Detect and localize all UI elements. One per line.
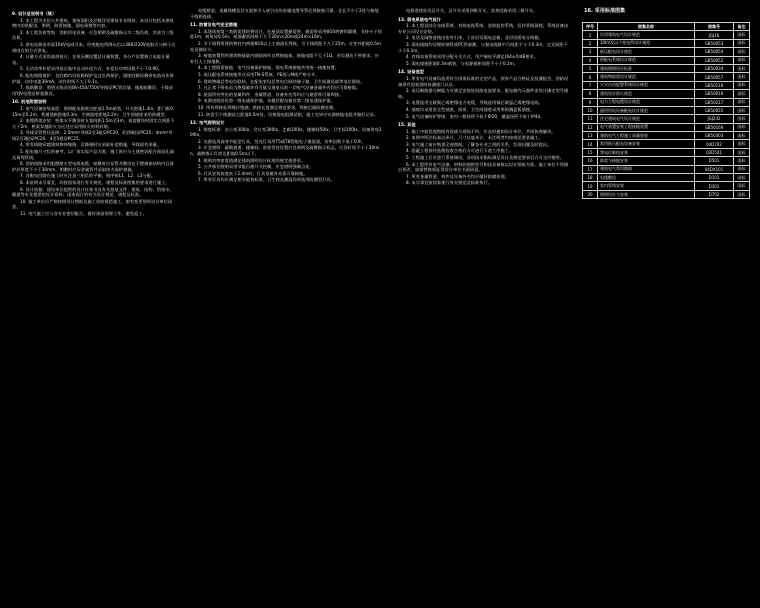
- cell-name: 照明设计与安装: [598, 190, 695, 198]
- section-heading: 12. 电气照明设计: [190, 120, 225, 126]
- paragraph: 1. 所有电气设备均选用符合国家标准的定型产品，须有产品合格证及检测报告，消防设备须有国家消防检测部门认证。: [398, 75, 569, 87]
- table-row: [583, 106, 750, 114]
- paragraph: 6. 消防线路采用阻燃耐火型电线电缆，暗敷时应穿管并敷设在不燃烧体结构内且保护层厚度不小于30mm，明敷时应穿金属管并采取防火保护措施。: [12, 161, 174, 172]
- cell-index: 5: [583, 64, 598, 72]
- paragraph: 8. 未尽事宜按国家现行有关规范及标准执行。: [406, 180, 492, 186]
- paragraph: 1. 照度标准：办公室300lx，会议室300lx，走廊100lx，楼梯间50lx，卫生间100lx，设备用房200lx。: [190, 126, 382, 138]
- cell-note: 国标: [734, 157, 750, 165]
- paragraph: 4. 插座均采用安全型插座，厨房、卫生间插座采用带防溅盖板插座。: [406, 106, 535, 112]
- cell-note: 国标: [734, 39, 750, 47]
- header-note: 备注: [734, 23, 750, 31]
- table-row: [583, 90, 750, 98]
- cell-index: 7: [583, 81, 598, 89]
- paragraph: 11. 电气施工应与各专业密切配合，做好预留预埋工作，避免返工。: [20, 211, 147, 216]
- paragraph: 1. 本工程为多层公共建筑，建筑面积及层数详见建筑专业图纸，本设计包括本建筑物内的供配电、照明、防雷接地、弱电预埋等内容。: [12, 17, 174, 29]
- cell-note: 国标: [734, 81, 750, 89]
- cell-note: 国标: [734, 174, 750, 182]
- section-heading: 9. 设计总说明书（续）: [12, 11, 57, 16]
- table-row: [583, 48, 750, 56]
- cell-code: GB50053: [695, 39, 734, 47]
- cell-name: 室内管线安装: [598, 182, 695, 190]
- cell-note: 国标: [734, 123, 750, 131]
- standards-header-row: [583, 23, 750, 31]
- cell-index: 20: [583, 190, 598, 198]
- cell-code: GB50016: [695, 90, 734, 98]
- paragraph: 2. 低压断路器分断能力应满足安装处短路电流要求，配电箱内元器件由设计确定型号规格。: [398, 88, 569, 99]
- header-code: 图集号: [695, 23, 734, 31]
- paragraph: 3. 电缆选用交联聚乙烯绝缘电力电缆，导线选用铜芯聚氯乙烯绝缘电线。: [406, 100, 543, 106]
- paragraph: 7. 各配电回路在施工时应注意三相负荷平衡，相序按L1、L2、L3分配。: [20, 173, 156, 179]
- table-row: [583, 165, 750, 173]
- paragraph: 5. 公共部位照明采用节能自熄开关控制，应急照明强制点亮。: [198, 164, 314, 170]
- paragraph: 6. 建筑物做总等电位联结，在配电室设总等电位联结端子箱，卫生间做局部等电位联结。: [198, 78, 365, 84]
- cell-name: 供配电系统设计规范: [598, 56, 695, 64]
- cell-note: 国标: [734, 115, 750, 123]
- section-heading: 14. 设备选型: [398, 69, 425, 75]
- paragraph: 9. 设计依据：建设单位提供的设计任务书及有关批复文件；建筑、结构、给排水、暖通等专业提供的设计资料；国家现行的有关设计规范、规程及标准。: [12, 186, 174, 198]
- cell-note: 国标: [734, 48, 750, 56]
- cell-code: JGJ242: [695, 115, 734, 123]
- paragraph: 1. 本工程设综合布线系统、有线电视系统、安防监控系统，仅作管线预埋，系统设备由专业公司设计安装。: [398, 23, 569, 34]
- paragraph: 9. 电源进线处设第一级电涌保护器，各楼层配电箱设第二级电涌保护器。: [198, 98, 335, 104]
- paragraph: 7. 所有灯具均应满足相关能效标准，卫生间及潮湿场所选用防潮型灯具。: [198, 177, 335, 183]
- table-row: [583, 81, 750, 89]
- cell-note: 国标: [734, 106, 750, 114]
- table-row: [583, 148, 750, 156]
- cell-note: 国标: [734, 98, 750, 106]
- paragraph: 5. 无功功率补偿采用低压集中自动补偿方式，补偿后功率因数不小于0.90。: [20, 66, 163, 72]
- cell-note: 国标: [734, 140, 750, 148]
- paragraph: 6. 配电线路保护：各回路均设短路保护及过负荷保护，插座回路设剩余电流动作保护器，动作电流30mA，动作时间不大于0.1s。: [12, 72, 174, 84]
- paragraph: 1. 电气设备安装高度：照明配电箱底边距地1.5m暗装，开关距地1.3m，距门框0.15m至0.2m；普通插座距地0.3m，空调插座距地2.2m，卫生间插座采用防溅型。: [12, 105, 175, 117]
- cell-code: D301: [695, 182, 734, 190]
- cell-index: 9: [583, 98, 598, 106]
- cell-index: 4: [583, 56, 598, 64]
- paragraph: 5. 工程竣工后应进行系统调试，各项技术指标满足设计及规范要求后方可交付使用。: [406, 155, 565, 161]
- paragraph: 2. 本图中所注标高以米计，尺寸以毫米计，未注明者均按规范要求施工。: [406, 135, 543, 141]
- cell-code: GB50052: [695, 56, 734, 64]
- cell-note: 国标: [734, 31, 750, 39]
- cell-name: 通用用电设备配电设计规范: [598, 106, 695, 114]
- paragraph: 6. 本工程所有电气设备、材料的规格型号和技术参数以设计图纸为准，施工单位不得擅自更改，如需替换须征得设计单位书面同意。: [398, 161, 569, 173]
- cell-code: D101: [695, 174, 734, 182]
- paragraph: 10. 所有焊接处焊缝应饱满，搭接长度满足规范要求，焊接后做防腐处理。: [198, 104, 338, 110]
- table-row: [583, 64, 750, 72]
- table-row: [583, 115, 750, 123]
- cell-name: 电力工程电缆设计规范: [598, 98, 695, 106]
- paragraph: 5. 电气设备防护等级：室内一般场所不低于IP20，潮湿场所不低于IP44。: [406, 113, 545, 119]
- paragraph: 5. 低压配电系统接地形式采用TN-S系统，PE线与N线严格分开。: [198, 71, 320, 77]
- table-row: [583, 123, 750, 131]
- table-row: [583, 132, 750, 140]
- cell-code: 04DX101: [695, 165, 734, 173]
- cell-index: 8: [583, 90, 598, 98]
- cell-name: 电气装置安装工程接地装置: [598, 123, 695, 131]
- cell-index: 10: [583, 106, 598, 114]
- paragraph: 7. 凡正常不带电而当绝缘破坏有可能呈现电压的一切电气设备金属外壳均应可靠接地。: [198, 85, 361, 91]
- cell-name: 10kV及以下变电所设计规范: [598, 39, 695, 47]
- description-column-2: [190, 8, 382, 184]
- paragraph: 4. 有线电视系统采用分配分支方式，用户端电平满足(64±4)dB要求。: [406, 54, 539, 60]
- cell-name: 电缆敷设: [598, 174, 695, 182]
- paragraph: 2. 电话及网络进线由室外引来，于首层设弱电总箱，各层设弱电分线箱。: [406, 35, 543, 41]
- paragraph: 8. 屋面所有突出的金属构件、金属管道、设备外壳等均应与避雷带可靠焊接。: [198, 91, 344, 97]
- paragraph: 3. 应急照明：疏散通道、楼梯间、前室等处设置应急照明及疏散指示标志，应急时间不小于30min，疏散指示灯底边距地0.5m以下。: [190, 145, 380, 157]
- cell-name: 建筑设计防火规范: [598, 90, 695, 98]
- cell-code: D702: [695, 190, 734, 198]
- paragraph: 4. 计量方式采用高供低计，在低压侧设置总计量装置，各分户设置独立电能计量表。: [12, 54, 170, 65]
- paragraph: 2. 光源选用高效节能型灯具，荧光灯采用T5或T8管配电子镇流器，功率因数不低于0.9。: [198, 138, 366, 144]
- cell-note: 国标: [734, 64, 750, 72]
- paragraph: 2. 电缆桥架安装：桥架水平敷设时支架间距1.5m至3m，垂直敷设时固定点间距不大于2m，桥架穿越防火分区处应采用防火材料封堵。: [12, 118, 175, 129]
- cell-name: 等电位联结安装: [598, 148, 695, 156]
- paragraph: 7. 线路敷设：照明支线采用BV-450/750V导线穿PC管沿墙、楼板暗敷设，干线采用YJV电缆沿桥架敷设。: [12, 85, 174, 96]
- cell-code: 04D702: [695, 140, 734, 148]
- cell-name: 火灾自动报警系统设计规范: [598, 81, 695, 89]
- paragraph: 10. 施工单位应严格按照设计图纸及施工验收规范施工，如有变更须经设计单位同意。: [12, 198, 173, 210]
- table-row: [583, 174, 750, 182]
- cell-note: 国标: [734, 148, 750, 156]
- cell-index: 6: [583, 73, 598, 81]
- paragraph: 2. 引下线利用建筑物柱内两根Φ16以上主筋通长焊接，引下线间距不大于25m，在室外距地0.5m处设测试卡。: [190, 40, 382, 52]
- cell-name: 低压配电设计规范: [598, 48, 695, 56]
- paragraph: 4. 照明功率密度值满足建筑照明设计标准的规定值要求。: [198, 157, 306, 163]
- cell-index: 18: [583, 174, 598, 182]
- paragraph: 电源进线处设总开关，总开关采用四极开关，其余回路采用二极开关。: [406, 8, 538, 13]
- description-column-1: [12, 8, 176, 218]
- standards-table: [582, 22, 750, 199]
- cell-index: 13: [583, 132, 598, 140]
- cell-code: 02D501: [695, 148, 734, 156]
- paragraph: 7. 所有金属管道、构件及设备外壳均应做好防腐处理。: [406, 173, 509, 179]
- paragraph: 3. 接地装置利用建筑物基础内钢筋网作自然接地体，接地电阻不大于1Ω，若实测达不到要求，应补打人工接地极。: [190, 53, 379, 64]
- cell-name: 民用建筑电气设计规范: [598, 31, 695, 39]
- section-heading: 11. 防雷及电气安全措施: [190, 22, 238, 28]
- paragraph: 3. 供电电源由市政10kV电网引来，经变配电所降压后以380/220V放射式与树干式相结合的方式供电。: [12, 41, 176, 53]
- paragraph: 8. 本说明未尽事宜，均按国家现行有关规范、规程及标准图集的要求进行施工。: [20, 180, 170, 186]
- cell-name: 建筑照明设计标准: [598, 64, 695, 72]
- table-row: [583, 56, 750, 64]
- cell-note: 国标: [734, 132, 750, 140]
- cell-index: 17: [583, 165, 598, 173]
- paragraph: 2. 本工程负荷等级：消防用电设备、应急照明及疏散指示为二级负荷，其余为三级负荷。: [12, 29, 174, 41]
- header-name: 图集名称: [598, 23, 695, 31]
- paragraph: 4. 隐蔽工程须经监理验收合格后方可进行下道工序施工。: [406, 148, 514, 154]
- section-heading: 13. 弱电系统电气设计: [398, 16, 441, 22]
- cell-code: GB50116: [695, 81, 734, 89]
- cell-index: 1: [583, 31, 598, 39]
- table-row: [583, 182, 750, 190]
- paragraph: 1. 本建筑按第三类防雷建筑物设计，在屋顶设置避雷带，避雷带采用Φ10热镀锌圆钢，支持卡子间距1m，转角处0.5m，屋面避雷网格不大于20m×20m或24m×16m。: [190, 28, 382, 40]
- cell-note: 国标: [734, 90, 750, 98]
- cell-index: 3: [583, 48, 598, 56]
- cell-note: 国标: [734, 182, 750, 190]
- cell-code: GB50217: [695, 98, 734, 106]
- cell-index: 12: [583, 123, 598, 131]
- table-row: [583, 39, 750, 47]
- paragraph: 电缆桥架、金属线槽及其支架和引入或引出的金属电缆导管必须接地可靠，全长不少于2处与接地干线相连接。: [190, 8, 379, 19]
- paragraph: 3. 弱电线路均穿镀锌钢管或PC管暗敷，与强电线路平行间距不小于0.3m，交叉间距不小于0.1m。: [398, 41, 568, 53]
- standards-panel: [582, 8, 752, 15]
- paragraph: 3. 电气施工前应熟悉全部图纸，了解各专业之间的关系，发现问题及时提出。: [406, 141, 552, 147]
- cell-code: GB50303: [695, 132, 734, 140]
- paragraph: 3. 导线穿管管径选择：2.5mm²导线2至3根穿PC20，4至6根穿PC25；4mm²导线2至3根穿PC20，4至5根穿PC25。: [12, 130, 173, 141]
- cell-code: GB50169: [695, 123, 734, 131]
- cell-name: 建筑电气常用数据: [598, 165, 695, 173]
- cell-code: GB50057: [695, 73, 734, 81]
- cell-index: 11: [583, 115, 598, 123]
- paragraph: 1. 施工中如发现图纸有误或与现场不符，应及时通知设计单位，共同协商解决。: [406, 128, 556, 134]
- paragraph: 11. 防雷引下线测试点距地0.5m处，设接地电阻测试箱，施工完毕应实测接地电阻并做好记录。: [198, 111, 379, 117]
- paragraph: 4. 所有线路穿越建筑物伸缩缝、沉降缝时应采取补偿措施，导线留有余量。: [20, 142, 162, 148]
- table-row: [583, 157, 750, 165]
- cell-code: GB50034: [695, 64, 734, 72]
- cell-note: 国标: [734, 165, 750, 173]
- cell-index: 19: [583, 182, 598, 190]
- section-heading: 15. 其他: [398, 122, 416, 128]
- cell-index: 16: [583, 157, 598, 165]
- table-row: [583, 140, 750, 148]
- cell-index: 2: [583, 39, 598, 47]
- table-row: [583, 73, 750, 81]
- section-heading: 10. 机电附图说明: [12, 99, 47, 105]
- cell-note: 国标: [734, 190, 750, 198]
- table-row: [583, 98, 750, 106]
- cell-code: GB50055: [695, 106, 734, 114]
- table-row: [583, 31, 750, 39]
- paragraph: 5. 配电箱尺寸仅供参考，以厂家实际产品为准，施工时应与土建密切配合预留孔洞及预埋管线。: [12, 149, 174, 160]
- cell-index: 14: [583, 140, 598, 148]
- cell-name: 防雷与接地安装: [598, 157, 695, 165]
- cell-name: 常用低压配电设备安装: [598, 140, 695, 148]
- header-index: 序号: [583, 23, 598, 31]
- cell-code: JGJ16: [695, 31, 734, 39]
- cell-code: D501: [695, 157, 734, 165]
- description-column-3: [398, 8, 570, 187]
- paragraph: 4. 本工程防雷接地、电气设备保护接地、弱电系统接地共用统一接地装置。: [198, 65, 340, 71]
- cell-note: 国标: [734, 73, 750, 81]
- cell-index: 15: [583, 148, 598, 156]
- table-row: [583, 190, 750, 198]
- cell-name: 住宅建筑电气设计规范: [598, 115, 695, 123]
- cell-note: 国标: [734, 56, 750, 64]
- paragraph: 6. 灯具安装高度低于2.4m时，灯具金属外壳需可靠接地。: [198, 170, 308, 176]
- cell-name: 建筑物防雷设计规范: [598, 73, 695, 81]
- standards-title: 16. 采用标准图集: [584, 8, 626, 14]
- cell-name: 建筑电气工程施工质量验收: [598, 132, 695, 140]
- cell-code: GB50054: [695, 48, 734, 56]
- paragraph: 5. 弱电插座距地0.3m暗装，与电源插座间距不小于0.2m。: [406, 60, 519, 66]
